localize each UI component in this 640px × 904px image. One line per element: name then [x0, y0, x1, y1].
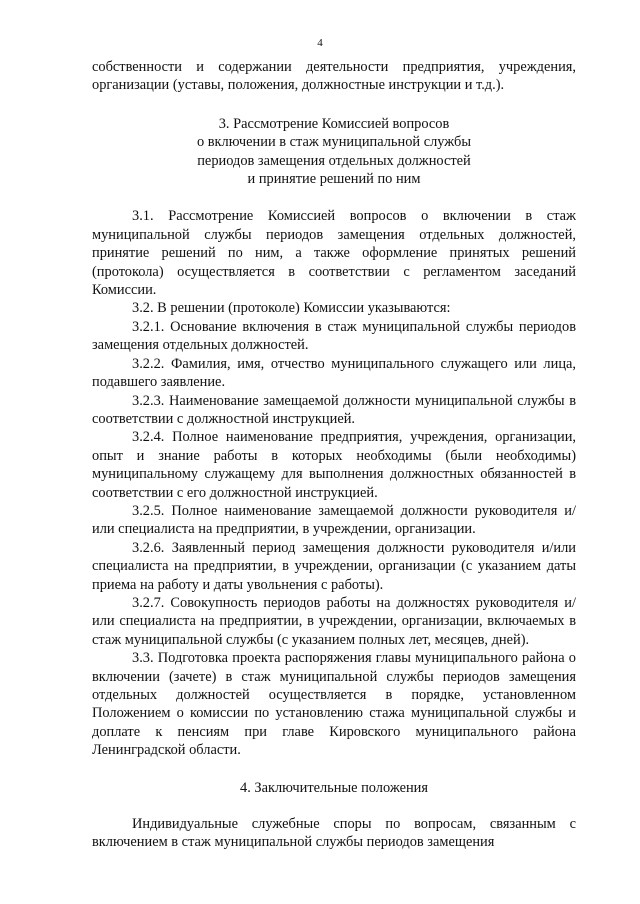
section-3-heading: [92, 115, 576, 189]
paragraph-3-2: 3.2. В решении (протоколе) Комиссии указываются:: [132, 300, 451, 317]
document-body: [92, 58, 576, 852]
paragraph-3-2-7: 3.2.7. Совокупность периодов работы на должностях руководителя и/или специалиста на предприятии, в учреждении, организации, включаемых в стаж муниципальной службы (с указанием полных лет, месяцев, дней).: [92, 594, 576, 648]
paragraph-4-1: Индивидуальные служебные споры по вопросам, связанным с включением в стаж муниципальной службы периодов замещения: [92, 816, 576, 851]
paragraph-3-1: 3.1. Рассмотрение Комиссией вопросов о включении в стаж муниципальной службы периодов замещения отдельных должностей, принятие решений по ним, а также оформление принятых решений (протокола) осуществляется в соответствии с регламентом заседаний Комиссии.: [92, 208, 576, 299]
paragraph-3-3: 3.3. Подготовка проекта распоряжения главы муниципального района о включении (зачете) в стаж муниципальной службы периодов замещения отдельных должностей осуществляется в порядке, установленном Положением о комиссии по установлению стажа муниципальной службы и доплате к пенсиям при главе Кировского муниципального района Ленинградской области.: [92, 650, 576, 759]
page-number: 4: [317, 37, 323, 49]
section-4-heading: 4. Заключительные положения: [240, 779, 428, 796]
continuation-paragraph: собственности и содержании деятельности предприятия, учреждения, организации (уставы, положения, должностные инструкции и т.д.).: [92, 59, 576, 94]
paragraph-3-2-2: 3.2.2. Фамилия, имя, отчество муниципального служащего или лица, подавшего заявление.: [92, 355, 576, 391]
section-3-heading-line: 3. Рассмотрение Комиссией вопросов: [218, 115, 450, 132]
paragraph-3-2-5: 3.2.5. Полное наименование замещаемой должности руководителя и/или специалиста на предприятии, в учреждении, организации.: [92, 502, 576, 538]
section-3-heading-line: о включении в стаж муниципальной службы: [196, 134, 472, 151]
section-3-heading-line: и принятие решений по ним: [247, 171, 421, 188]
paragraph-3-2-4: 3.2.4. Полное наименование предприятия, учреждения, организации, опыт и знание работы в которых необходимы (были необходимы) муниципальному служащему для выполнения должностных обязанностей в соответствии с его должностной инструкцией.: [92, 429, 576, 501]
paragraph-3-2-3: 3.2.3. Наименование замещаемой должности муниципальной службы в соответствии с должностной инструкцией.: [92, 392, 576, 427]
paragraph-3-2-6: 3.2.6. Заявленный период замещения должности руководителя и/или специалиста на предприятии, в учреждении, организации (с указанием даты приема на работу и даты увольнения с работы).: [92, 539, 576, 593]
paragraph-3-2-1: 3.2.1. Основание включения в стаж муниципальной службы периодов замещения отдельных должностей.: [92, 318, 576, 354]
section-3-heading-line: периодов замещения отдельных должностей: [197, 152, 471, 169]
